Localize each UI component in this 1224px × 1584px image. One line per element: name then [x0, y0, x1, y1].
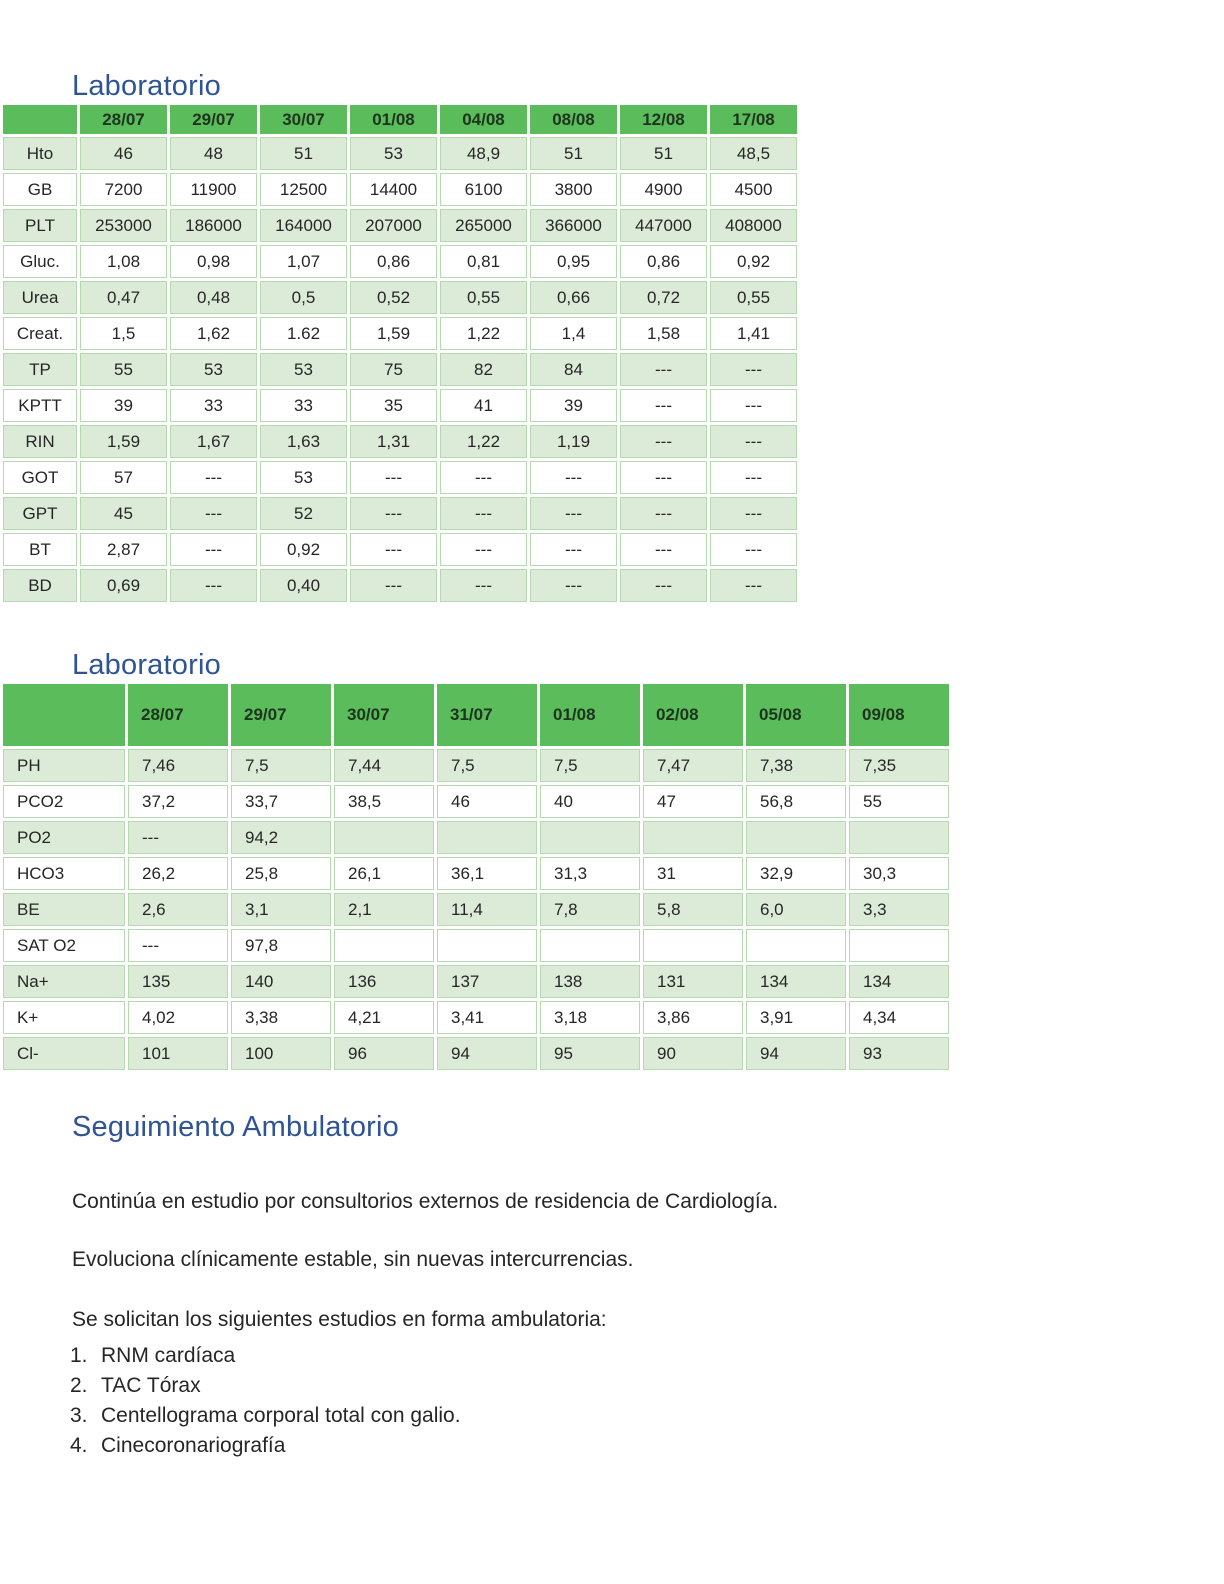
value-cell: --- — [620, 569, 707, 602]
value-cell: 0,47 — [80, 281, 167, 314]
row-label: RIN — [3, 425, 77, 458]
value-cell: 3,3 — [849, 893, 949, 926]
value-cell: 7,5 — [231, 749, 331, 782]
value-cell: 1,19 — [530, 425, 617, 458]
value-cell: 1,59 — [80, 425, 167, 458]
value-cell: --- — [710, 353, 797, 386]
value-cell: --- — [350, 461, 437, 494]
value-cell: 2,87 — [80, 533, 167, 566]
row-label: HCO3 — [3, 857, 125, 890]
row-label: Creat. — [3, 317, 77, 350]
row-label: GOT — [3, 461, 77, 494]
value-cell — [849, 821, 949, 854]
value-cell: --- — [620, 497, 707, 530]
lab2-table — [0, 681, 952, 1073]
value-cell — [540, 821, 640, 854]
value-cell: 41 — [440, 389, 527, 422]
value-cell: --- — [710, 425, 797, 458]
value-cell: 0,66 — [530, 281, 617, 314]
table-row — [3, 173, 797, 206]
value-cell: 48,5 — [710, 137, 797, 170]
value-cell: --- — [350, 569, 437, 602]
lab1-table — [0, 102, 800, 605]
value-cell — [334, 929, 434, 962]
value-cell: --- — [440, 569, 527, 602]
value-cell: 100 — [231, 1037, 331, 1070]
list-item — [70, 1401, 1224, 1431]
date-column-header: 31/07 — [437, 684, 537, 746]
value-cell: 39 — [80, 389, 167, 422]
value-cell: --- — [350, 533, 437, 566]
value-cell: 12500 — [260, 173, 347, 206]
value-cell — [334, 821, 434, 854]
value-cell: 47 — [643, 785, 743, 818]
value-cell: --- — [128, 929, 228, 962]
value-cell: --- — [710, 497, 797, 530]
lab2-section-title: Laboratorio — [72, 649, 221, 681]
value-cell: 93 — [849, 1037, 949, 1070]
value-cell: 0,81 — [440, 245, 527, 278]
value-cell: 0,86 — [620, 245, 707, 278]
table-row — [3, 209, 797, 242]
value-cell: --- — [620, 389, 707, 422]
value-cell: --- — [530, 461, 617, 494]
value-cell: 4,21 — [334, 1001, 434, 1034]
date-column-header: 02/08 — [643, 684, 743, 746]
list-item-text: RNM cardíaca — [101, 1344, 236, 1367]
value-cell: --- — [170, 569, 257, 602]
table-row — [3, 785, 949, 818]
list-item-number: 4. — [70, 1434, 88, 1457]
row-label: SAT O2 — [3, 929, 125, 962]
value-cell: 0,92 — [260, 533, 347, 566]
value-cell: 36,1 — [437, 857, 537, 890]
value-cell: 53 — [260, 353, 347, 386]
followup-paragraph-3: Se solicitan los siguientes estudios en forma ambulatoria: — [72, 1308, 607, 1331]
list-item-number: 2. — [70, 1374, 88, 1397]
value-cell: 90 — [643, 1037, 743, 1070]
value-cell: 0,5 — [260, 281, 347, 314]
value-cell: 40 — [540, 785, 640, 818]
value-cell: 1,62 — [170, 317, 257, 350]
value-cell: 265000 — [440, 209, 527, 242]
value-cell: 0,98 — [170, 245, 257, 278]
value-cell: 51 — [260, 137, 347, 170]
value-cell: 32,9 — [746, 857, 846, 890]
value-cell: 0,48 — [170, 281, 257, 314]
row-label: GB — [3, 173, 77, 206]
header-row — [3, 684, 949, 746]
value-cell: 46 — [80, 137, 167, 170]
value-cell: 53 — [350, 137, 437, 170]
table-row — [3, 749, 949, 782]
corner-cell — [3, 684, 125, 746]
value-cell: 186000 — [170, 209, 257, 242]
date-column-header: 01/08 — [350, 105, 437, 134]
table-row — [3, 533, 797, 566]
value-cell: 1,07 — [260, 245, 347, 278]
list-item-text: Cinecoronariografía — [101, 1434, 286, 1457]
list-item-number: 1. — [70, 1344, 88, 1367]
row-label: TP — [3, 353, 77, 386]
value-cell: 3,18 — [540, 1001, 640, 1034]
list-item-number: 3. — [70, 1404, 88, 1427]
value-cell: 134 — [746, 965, 846, 998]
value-cell: 4500 — [710, 173, 797, 206]
value-cell: 1.62 — [260, 317, 347, 350]
value-cell: 6,0 — [746, 893, 846, 926]
row-label: Hto — [3, 137, 77, 170]
value-cell: 48 — [170, 137, 257, 170]
value-cell — [643, 929, 743, 962]
value-cell: 1,22 — [440, 317, 527, 350]
value-cell: --- — [530, 497, 617, 530]
value-cell: 56,8 — [746, 785, 846, 818]
row-label: BE — [3, 893, 125, 926]
row-label: BT — [3, 533, 77, 566]
table-row — [3, 893, 949, 926]
table-row — [3, 281, 797, 314]
value-cell: 94 — [746, 1037, 846, 1070]
table-row — [3, 569, 797, 602]
value-cell: 7,35 — [849, 749, 949, 782]
value-cell: --- — [710, 461, 797, 494]
value-cell: 31 — [643, 857, 743, 890]
value-cell: 3,1 — [231, 893, 331, 926]
value-cell: 0,55 — [440, 281, 527, 314]
value-cell: --- — [440, 533, 527, 566]
value-cell: --- — [350, 497, 437, 530]
value-cell: --- — [710, 389, 797, 422]
row-label: KPTT — [3, 389, 77, 422]
header-row — [3, 105, 797, 134]
value-cell: 96 — [334, 1037, 434, 1070]
lab1-section-title: Laboratorio — [72, 70, 221, 102]
value-cell: 1,63 — [260, 425, 347, 458]
row-label: PO2 — [3, 821, 125, 854]
date-column-header: 05/08 — [746, 684, 846, 746]
value-cell: 7,5 — [540, 749, 640, 782]
followup-paragraph-1: Continúa en estudio por consultorios externos de residencia de Cardiología. — [72, 1190, 779, 1213]
value-cell: 1,67 — [170, 425, 257, 458]
value-cell: 52 — [260, 497, 347, 530]
list-item-text: TAC Tórax — [101, 1374, 201, 1397]
value-cell: --- — [620, 533, 707, 566]
followup-section-title: Seguimiento Ambulatorio — [72, 1111, 400, 1143]
value-cell: --- — [440, 497, 527, 530]
list-item-text: Centellograma corporal total con galio. — [101, 1404, 461, 1427]
value-cell: 3,38 — [231, 1001, 331, 1034]
table-row — [3, 425, 797, 458]
value-cell: 7,5 — [437, 749, 537, 782]
table-row — [3, 317, 797, 350]
table-row — [3, 245, 797, 278]
value-cell: --- — [620, 425, 707, 458]
row-label: PLT — [3, 209, 77, 242]
value-cell: 4,02 — [128, 1001, 228, 1034]
ambulatory-studies-list — [70, 1341, 1224, 1461]
value-cell: 366000 — [530, 209, 617, 242]
value-cell: 7,46 — [128, 749, 228, 782]
value-cell: 45 — [80, 497, 167, 530]
table-row — [3, 929, 949, 962]
value-cell — [437, 821, 537, 854]
date-column-header: 29/07 — [170, 105, 257, 134]
value-cell: 30,3 — [849, 857, 949, 890]
row-label: Na+ — [3, 965, 125, 998]
value-cell: 26,2 — [128, 857, 228, 890]
value-cell: 39 — [530, 389, 617, 422]
value-cell: 135 — [128, 965, 228, 998]
value-cell: 1,08 — [80, 245, 167, 278]
value-cell: 55 — [849, 785, 949, 818]
value-cell: 1,41 — [710, 317, 797, 350]
value-cell: 2,6 — [128, 893, 228, 926]
value-cell: 51 — [620, 137, 707, 170]
value-cell: 7,44 — [334, 749, 434, 782]
value-cell — [746, 821, 846, 854]
value-cell: 82 — [440, 353, 527, 386]
value-cell: 134 — [849, 965, 949, 998]
row-label: K+ — [3, 1001, 125, 1034]
value-cell: --- — [710, 569, 797, 602]
value-cell: 0,95 — [530, 245, 617, 278]
table-row — [3, 1001, 949, 1034]
value-cell: 138 — [540, 965, 640, 998]
value-cell: 447000 — [620, 209, 707, 242]
value-cell: 0,72 — [620, 281, 707, 314]
date-column-header: 08/08 — [530, 105, 617, 134]
value-cell: 131 — [643, 965, 743, 998]
value-cell: 408000 — [710, 209, 797, 242]
row-label: Cl- — [3, 1037, 125, 1070]
value-cell: 3800 — [530, 173, 617, 206]
value-cell: 0,40 — [260, 569, 347, 602]
value-cell: 53 — [260, 461, 347, 494]
date-column-header: 29/07 — [231, 684, 331, 746]
row-label: BD — [3, 569, 77, 602]
date-column-header: 09/08 — [849, 684, 949, 746]
corner-cell — [3, 105, 77, 134]
date-column-header: 12/08 — [620, 105, 707, 134]
value-cell: 207000 — [350, 209, 437, 242]
table-row — [3, 821, 949, 854]
value-cell — [437, 929, 537, 962]
value-cell: 6100 — [440, 173, 527, 206]
row-label: Urea — [3, 281, 77, 314]
value-cell: 0,86 — [350, 245, 437, 278]
value-cell: 57 — [80, 461, 167, 494]
table-row — [3, 137, 797, 170]
date-column-header: 30/07 — [334, 684, 434, 746]
value-cell: 0,55 — [710, 281, 797, 314]
followup-paragraph-2: Evoluciona clínicamente estable, sin nuevas intercurrencias. — [72, 1248, 634, 1271]
table-row — [3, 965, 949, 998]
value-cell: 2,1 — [334, 893, 434, 926]
value-cell: 137 — [437, 965, 537, 998]
row-label: Gluc. — [3, 245, 77, 278]
value-cell: 0,52 — [350, 281, 437, 314]
value-cell: 3,91 — [746, 1001, 846, 1034]
value-cell: 7,38 — [746, 749, 846, 782]
row-label: PH — [3, 749, 125, 782]
value-cell: 37,2 — [128, 785, 228, 818]
row-label: GPT — [3, 497, 77, 530]
value-cell: --- — [440, 461, 527, 494]
value-cell: --- — [620, 461, 707, 494]
list-item — [70, 1341, 1224, 1371]
value-cell: 1,31 — [350, 425, 437, 458]
table-row — [3, 353, 797, 386]
value-cell: 33 — [260, 389, 347, 422]
date-column-header: 17/08 — [710, 105, 797, 134]
table-row — [3, 461, 797, 494]
value-cell: 84 — [530, 353, 617, 386]
value-cell: 11900 — [170, 173, 257, 206]
value-cell: 11,4 — [437, 893, 537, 926]
value-cell: 4900 — [620, 173, 707, 206]
value-cell: 7,8 — [540, 893, 640, 926]
date-column-header: 30/07 — [260, 105, 347, 134]
value-cell: 5,8 — [643, 893, 743, 926]
value-cell: 140 — [231, 965, 331, 998]
value-cell: 33 — [170, 389, 257, 422]
value-cell: 1,22 — [440, 425, 527, 458]
value-cell: --- — [170, 533, 257, 566]
value-cell: 253000 — [80, 209, 167, 242]
list-item — [70, 1431, 1224, 1461]
value-cell: 26,1 — [334, 857, 434, 890]
value-cell: 53 — [170, 353, 257, 386]
value-cell — [643, 821, 743, 854]
date-column-header: 28/07 — [128, 684, 228, 746]
value-cell: 51 — [530, 137, 617, 170]
value-cell: 101 — [128, 1037, 228, 1070]
value-cell: 38,5 — [334, 785, 434, 818]
value-cell — [540, 929, 640, 962]
value-cell: 0,92 — [710, 245, 797, 278]
value-cell: 1,58 — [620, 317, 707, 350]
value-cell: 31,3 — [540, 857, 640, 890]
value-cell: 4,34 — [849, 1001, 949, 1034]
value-cell: 97,8 — [231, 929, 331, 962]
table-row — [3, 857, 949, 890]
value-cell: 35 — [350, 389, 437, 422]
value-cell: 95 — [540, 1037, 640, 1070]
value-cell: --- — [170, 497, 257, 530]
value-cell: 1,5 — [80, 317, 167, 350]
table-row — [3, 389, 797, 422]
list-item — [70, 1371, 1224, 1401]
value-cell: 14400 — [350, 173, 437, 206]
value-cell: 3,41 — [437, 1001, 537, 1034]
date-column-header: 01/08 — [540, 684, 640, 746]
table-row — [3, 497, 797, 530]
value-cell: 3,86 — [643, 1001, 743, 1034]
value-cell: --- — [530, 533, 617, 566]
value-cell: 164000 — [260, 209, 347, 242]
value-cell: --- — [170, 461, 257, 494]
value-cell: 46 — [437, 785, 537, 818]
value-cell: --- — [530, 569, 617, 602]
value-cell: --- — [620, 353, 707, 386]
value-cell: 1,4 — [530, 317, 617, 350]
value-cell — [746, 929, 846, 962]
value-cell: 48,9 — [440, 137, 527, 170]
value-cell: 94,2 — [231, 821, 331, 854]
date-column-header: 28/07 — [80, 105, 167, 134]
value-cell: 7200 — [80, 173, 167, 206]
value-cell: 94 — [437, 1037, 537, 1070]
table-row — [3, 1037, 949, 1070]
value-cell: 25,8 — [231, 857, 331, 890]
value-cell: 75 — [350, 353, 437, 386]
value-cell: 0,69 — [80, 569, 167, 602]
value-cell: 1,59 — [350, 317, 437, 350]
value-cell: --- — [710, 533, 797, 566]
value-cell: 7,47 — [643, 749, 743, 782]
value-cell: 55 — [80, 353, 167, 386]
value-cell: 33,7 — [231, 785, 331, 818]
row-label: PCO2 — [3, 785, 125, 818]
value-cell: 136 — [334, 965, 434, 998]
value-cell: --- — [128, 821, 228, 854]
value-cell — [849, 929, 949, 962]
date-column-header: 04/08 — [440, 105, 527, 134]
